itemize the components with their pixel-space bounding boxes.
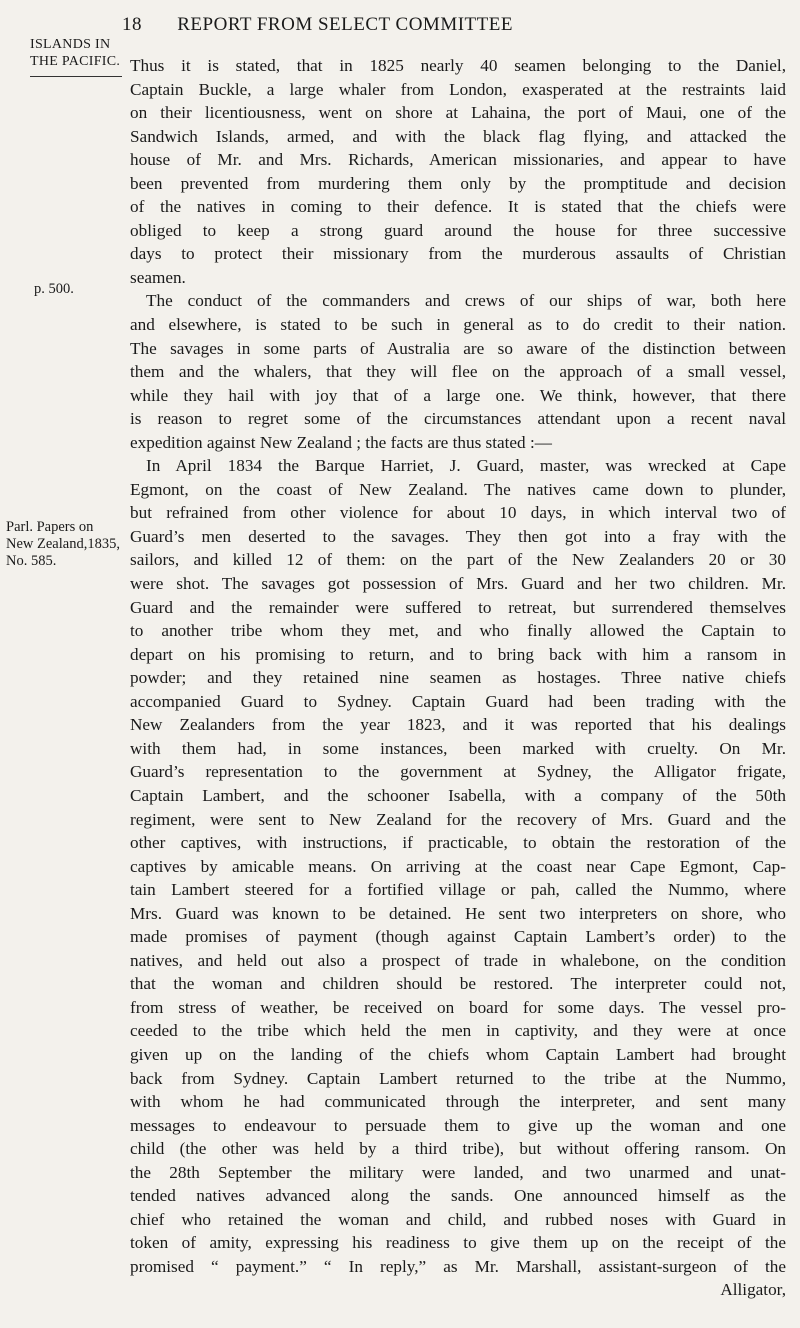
text-line: days to protect their missionary from the murderous assaults of Christian bbox=[130, 244, 786, 264]
page-number: 18 bbox=[122, 14, 142, 35]
text-line: Sandwich Islands, armed, and with the black flag flying, and attacked the bbox=[130, 126, 786, 146]
text-line: Captain Buckle, a large whaler from London, exasperated at the restraints laid bbox=[130, 79, 786, 99]
text-line: with whom he had communicated through the interpreter, and sent many bbox=[130, 1092, 786, 1112]
text-line: depart on his promising to return, and to bring back with him a ransom in bbox=[130, 644, 786, 664]
text-line: that the woman and children should be restored. The interpreter could not, bbox=[130, 974, 786, 994]
text-line: Guard’s men deserted to the savages. They then got into a fray with the bbox=[130, 526, 786, 546]
text-line: given up on the landing of the chiefs whom Captain Lambert had brought bbox=[130, 1044, 786, 1064]
text-line: tended natives advanced along the sands. One announced himself as the bbox=[130, 1186, 786, 1206]
text-line: Thus it is stated, that in 1825 nearly 40 seamen belonging to the Daniel, bbox=[130, 56, 786, 75]
text-line: seamen. bbox=[130, 267, 186, 287]
text-line: is reason to regret some of the circumstances attendant upon a recent naval bbox=[130, 409, 786, 429]
text-line: to another tribe whom they met, and who finally allowed the Captain to bbox=[130, 621, 786, 641]
text-line: accompanied Guard to Sydney. Captain Guard had been trading with the bbox=[130, 691, 786, 711]
text-line: obliged to keep a strong guard around the house for three successive bbox=[130, 220, 786, 240]
text-line: but refrained from other violence for about 10 days, in which interval two of bbox=[130, 503, 786, 523]
text-line: other captives, with instructions, if practicable, to obtain the restoration of the bbox=[130, 833, 786, 853]
text-line: them and the whalers, that they will flee on the approach of a small vessel, bbox=[130, 362, 786, 382]
text-line: Captain Lambert, and the schooner Isabella, with a company of the 50th bbox=[130, 785, 786, 805]
text-line: with them had, in some instances, been marked with cruelty. On Mr. bbox=[130, 738, 786, 758]
running-title: REPORT FROM SELECT COMMITTEE bbox=[177, 14, 513, 35]
text-line: tain Lambert steered for a fortified village or pah, called the Nummo, where bbox=[130, 880, 786, 900]
text-line: The conduct of the commanders and crews of our ships of war, both here bbox=[146, 291, 786, 311]
text-line: promised “ payment.” “ In reply,” as Mr. Marshall, assistant-surgeon of the bbox=[130, 1256, 786, 1276]
text-line: captives by amicable means. On arriving at the coast near Cape Egmont, Cap- bbox=[130, 856, 786, 876]
text-line: made promises of payment (though against Captain Lambert’s order) to the bbox=[130, 927, 786, 947]
text-line: back from Sydney. Captain Lambert returned to the tribe at the Nummo, bbox=[130, 1068, 786, 1088]
text-line: and elsewhere, is stated to be such in general as to do credit to their nation. bbox=[130, 315, 786, 335]
text-line: of the natives in coming to their defence. It is stated that the chiefs were bbox=[130, 197, 786, 217]
text-line: chief who retained the woman and child, and rubbed noses with Guard in bbox=[130, 1209, 786, 1229]
text-line: the 28th September the military were landed, and two unarmed and unat- bbox=[130, 1162, 786, 1182]
heading-rule bbox=[30, 76, 122, 77]
text-line: child (the other was held by a third tribe), but without offering ransom. On bbox=[130, 1139, 786, 1159]
text-line: regiment, were sent to New Zealand for the recovery of Mrs. Guard and the bbox=[130, 809, 786, 829]
section-heading bbox=[30, 36, 130, 77]
text-line: Guard and the remainder were suffered to retreat, but surrendered themselves bbox=[130, 597, 786, 617]
text-line: Mrs. Guard was known to be detained. He sent two interpreters on shore, who bbox=[130, 903, 786, 923]
text-line: from stress of weather, be received on board for some days. The vessel pro- bbox=[130, 997, 786, 1017]
margin-note-parl-papers bbox=[6, 519, 120, 570]
text-line: New Zealanders from the year 1823, and it was reported that his dealings bbox=[130, 715, 786, 735]
text-line: been prevented from murdering them only by the promptitude and decision bbox=[130, 173, 786, 193]
text-line: natives, and held out also a prospect of trade in whalebone, on the condition bbox=[130, 950, 786, 970]
text-line: messages to endeavour to persuade them to give up the woman and one bbox=[130, 1115, 786, 1135]
text-line: expedition against New Zealand ; the facts are thus stated :— bbox=[130, 432, 552, 452]
text-line: house of Mr. and Mrs. Richards, American missionaries, and appear to have bbox=[130, 150, 786, 170]
text-line: ceeded to the tribe which held the men in captivity, and they were at once bbox=[130, 1021, 786, 1041]
text-line: on their licentiousness, went on shore at Lahaina, the port of Maui, one of the bbox=[130, 103, 786, 123]
text-line: In April 1834 the Barque Harriet, J. Guard, master, was wrecked at Cape bbox=[146, 456, 786, 476]
body-text bbox=[130, 54, 786, 1302]
text-line: sailors, and killed 12 of them: on the part of the New Zealanders 20 or 30 bbox=[130, 550, 786, 570]
text-line: The savages in some parts of Australia are so aware of the distinction between bbox=[130, 338, 786, 358]
text-line: powder; and they retained nine seamen as hostages. Three native chiefs bbox=[130, 668, 786, 688]
section-heading-line: ISLANDS IN bbox=[30, 37, 111, 52]
text-line: while they hail with joy that of a large one. We think, however, that there bbox=[130, 385, 786, 405]
margin-column bbox=[6, 0, 121, 1328]
text-line: were shot. The savages got possession of Mrs. Guard and her two children. Mr. bbox=[130, 574, 786, 594]
margin-note-page-ref: p. 500. bbox=[34, 281, 74, 297]
margin-note-line: New Zealand,1835, bbox=[6, 536, 120, 552]
text-line: Alligator, bbox=[720, 1280, 786, 1300]
text-line: token of amity, expressing his readiness to give them up on the receipt of the bbox=[130, 1233, 786, 1253]
running-header bbox=[122, 14, 782, 44]
text-line: Guard’s representation to the government at Sydney, the Alligator frigate, bbox=[130, 762, 786, 782]
section-heading-line: THE PACIFIC. bbox=[30, 54, 121, 69]
margin-note-line: Parl. Papers on bbox=[6, 519, 94, 535]
margin-note-line: No. 585. bbox=[6, 553, 57, 569]
text-line: Egmont, on the coast of New Zealand. The natives came down to plunder, bbox=[130, 479, 786, 499]
